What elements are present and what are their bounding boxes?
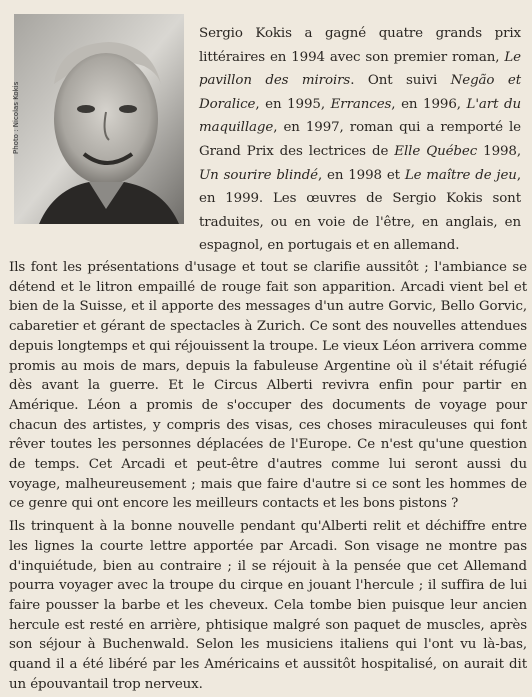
paragraph-1: Ils font les présentations d'usage et tout se clarifie aussitôt ; l'ambiance se détend et le litron empaillé de rouge fait son apparition. Arcadi vient bel et bien de la Suisse, et il apporte des messages d'un autre Gorvic, Bello Gorvic, cabaretier et gérant de spectacles à Zurich. Ce sont des nouvelles attendues depuis longtemps et qui réjouissent la troupe. Le vieux Léon arrivera comme promis au mois de mars, depuis la fabuleuse Argentine où il s'était réfugié dès avant la guerre. Et le Circus Alberti revivra enfin pour partir en Amérique. Léon a promis de s'occuper des documents de voyage pour chacun des artistes, y compris des visas, ces choses miraculeuses qui font rêver toutes les personnes déplacées de l'Europe. Ce n'est qu'une question de temps. Cet Arcadi et peut-être d'autres comme lui seront aussi du voyage, malheureusement ; mais que faire d'autre si ce sont les hommes de ce genre qui ont encore les meilleurs contacts et les bons pistons ? (9, 260, 527, 512)
author-bio (199, 22, 521, 258)
bio-text: , en 1999. Les œuvres de Sergio Kokis sont traduites, ou en voie de l'être, en anglais, en espagnol, en portugais et en allemand. (199, 167, 521, 254)
author-photo-frame (14, 14, 184, 224)
bio-text: , en 1995, (255, 96, 331, 112)
bio-text: Sergio Kokis a gagné quatre grands prix littéraires en 1994 avec son premier roman, (199, 26, 521, 65)
photo-credit: Photo : Nicolas Kokis (12, 81, 20, 154)
bio-title: Negão et Doralice (199, 73, 521, 112)
excerpt-text (9, 258, 527, 697)
bio-text: . Ont suivi (350, 73, 451, 89)
bio-title: L'art du maquillage (199, 96, 521, 136)
author-photo (14, 14, 184, 224)
bio-text: , en 1998 et (318, 167, 405, 183)
bio-title: Le pavillon des miroirs (199, 49, 521, 89)
bio-text: , en 1997, roman qui a remporté le Grand Prix des lectrices de (199, 120, 521, 159)
bio-text: , en 1996, (391, 96, 467, 112)
author-portrait-image (14, 14, 184, 224)
paragraph-2: Ils trinquent à la bonne nouvelle pendant qu'Alberti relit et déchiffre entre les lignes la courte lettre apportée par Arcadi. Son visage ne montre pas d'inquiétude, bien au contraire ; il se réjouit à la pensée que cet Allemand pourra voyager avec la troupe du cirque en jouant l'hercule ; il suffira de lui faire pousser la barbe et les cheveux. Cela tombe bien puisque leur ancien hercule est resté en arrière, phtisique malgré son paquet de muscles, après son séjour à Buchenwald. Selon les musiciens italiens qui l'ont vu là-bas, quand il a été libéré par les Américains et aussitôt hospitalisé, on aurait dit un épouvantail trop nerveux. (9, 519, 527, 692)
bio-title: Errances (330, 96, 392, 112)
bio-title: Un sourire blindé (199, 167, 318, 183)
bio-text: 1998, (477, 143, 521, 159)
bio-title: Elle Québec (394, 143, 478, 159)
bio-title: Le maître de jeu (404, 167, 517, 183)
